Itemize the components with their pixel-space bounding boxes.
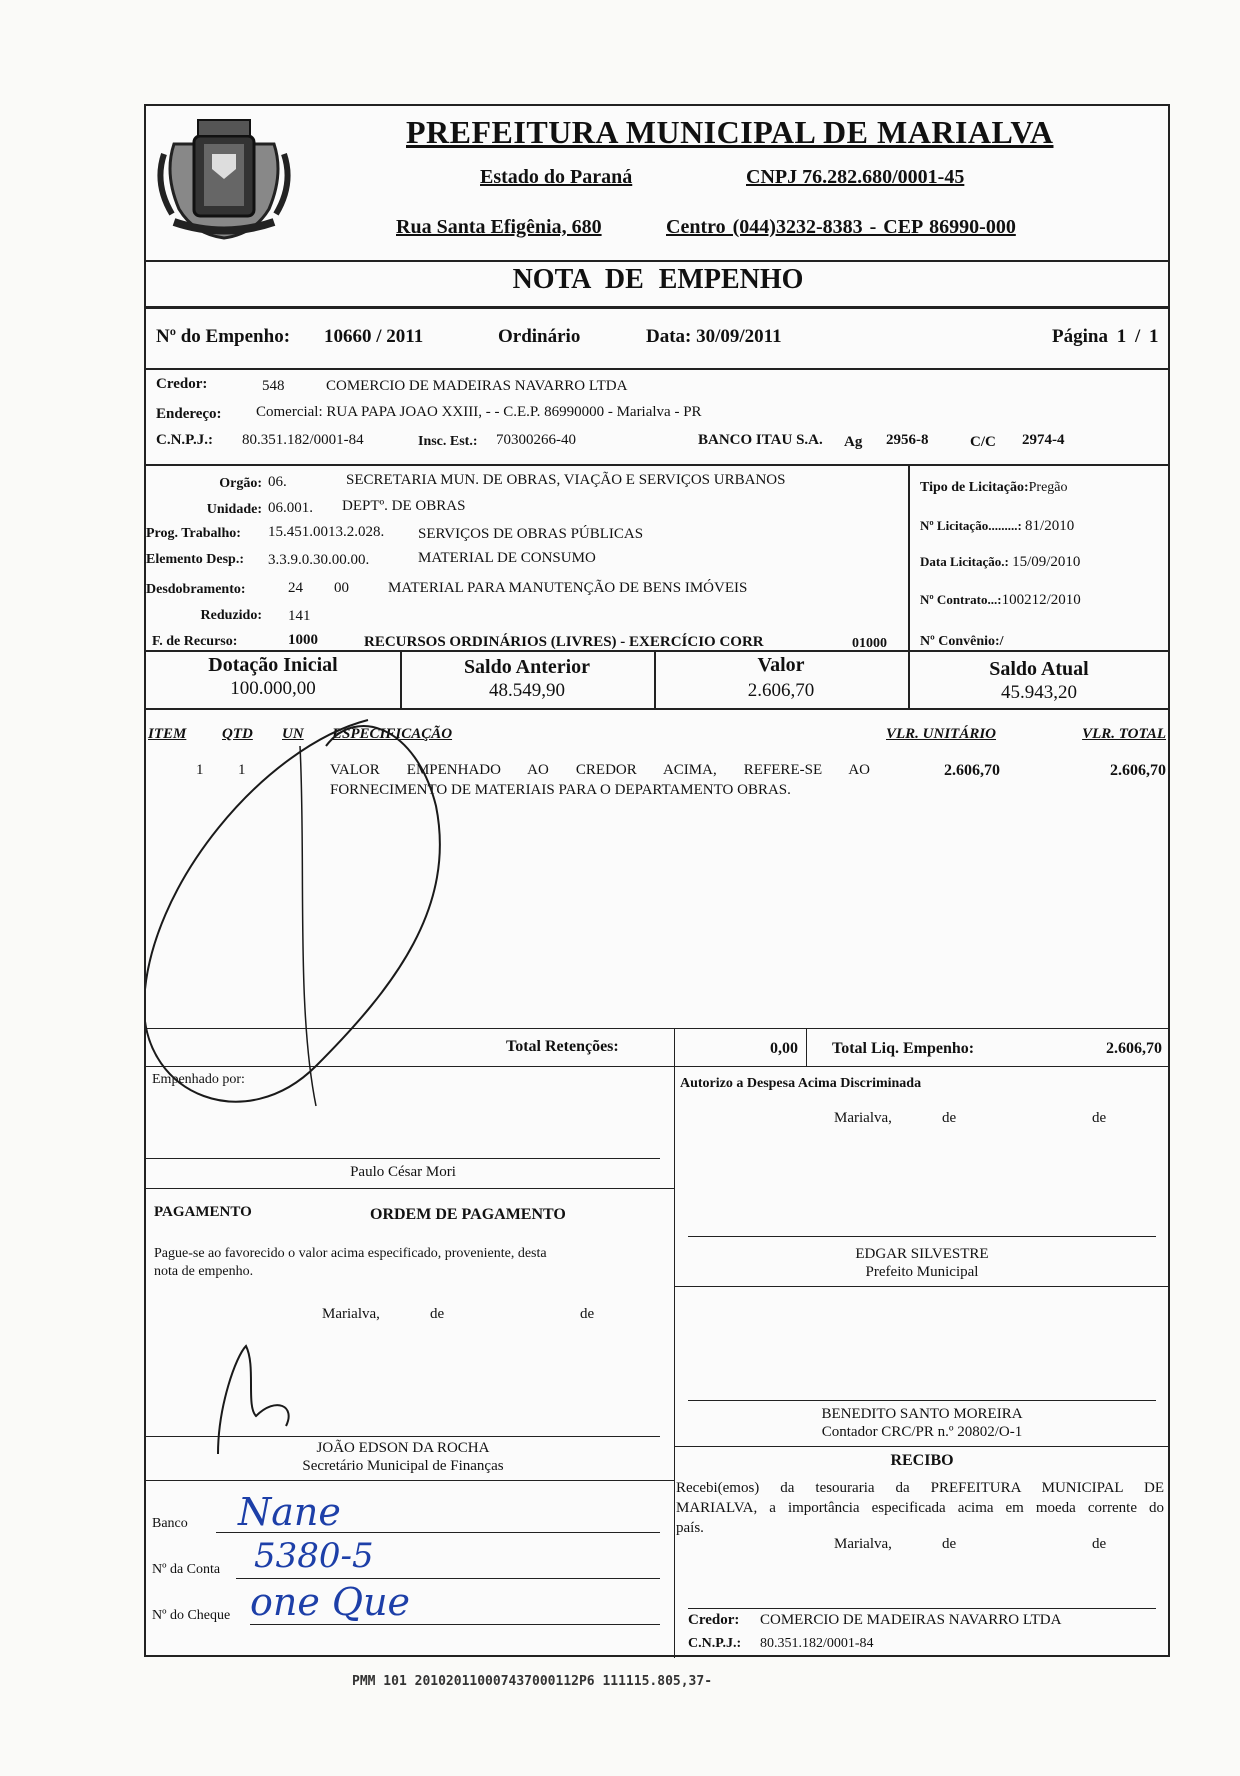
autorizo-de1: de bbox=[942, 1110, 957, 1126]
prog-code: 15.451.0013.2.028. bbox=[268, 524, 385, 540]
total-retencoes-value: 0,00 bbox=[770, 1040, 798, 1057]
handwritten-annotation bbox=[146, 106, 1170, 1659]
orgao-name: SECRETARIA MUN. DE OBRAS, VIAÇÃO E SERVIÇOS URBANOS bbox=[346, 472, 786, 488]
recibo-place: Marialva, bbox=[834, 1536, 892, 1552]
empenho-number: 10660 / 2011 bbox=[324, 326, 424, 347]
empenho-type: Ordinário bbox=[498, 326, 581, 347]
credor-address: Comercial: RUA PAPA JOAO XXIII, - - C.E.P. 86990000 - Marialva - PR bbox=[256, 404, 702, 420]
address-label: Endereço: bbox=[156, 406, 222, 422]
contador-name: BENEDITO SANTO MOREIRA bbox=[821, 1406, 1023, 1422]
empenhado-por-label: Empenhado por: bbox=[152, 1072, 245, 1087]
recibo-de2: de bbox=[1092, 1536, 1107, 1552]
reduzido-label: Reduzido: bbox=[200, 608, 262, 623]
item-spec-line2: FORNECIMENTO DE MATERIAIS PARA O DEPARTAMENTO OBRAS. bbox=[330, 782, 791, 798]
footer-code: PMM 101 201020110007437000112P6 111115.805,37- bbox=[352, 1674, 713, 1689]
credor-cc: 2974-4 bbox=[1022, 432, 1065, 448]
unidade-name: DEPTº. DE OBRAS bbox=[342, 498, 466, 514]
saldo-anterior-value: 48.549,90 bbox=[489, 680, 565, 701]
header-cnpj: CNPJ 76.282.680/0001-45 bbox=[746, 166, 965, 188]
prog-label: Prog. Trabalho: bbox=[146, 526, 241, 541]
header-state: Estado do Paraná bbox=[480, 166, 633, 188]
banco-value: Nane bbox=[238, 1490, 341, 1534]
pagamento-de1: de bbox=[430, 1306, 445, 1322]
recibo-credor-name: COMERCIO DE MADEIRAS NAVARRO LTDA bbox=[760, 1612, 1062, 1628]
recibo-credor-label: Credor: bbox=[688, 1612, 740, 1628]
orgao-label: Orgão: bbox=[219, 476, 262, 491]
licitacao-data-label: Data Licitação.: 15/09/2010 bbox=[920, 554, 1081, 570]
header-address: Rua Santa Efigênia, 680 bbox=[396, 216, 602, 238]
ie-label: Insc. Est.: bbox=[418, 434, 478, 449]
pagamento-text-2: nota de empenho. bbox=[154, 1264, 254, 1279]
elemento-name: MATERIAL DE CONSUMO bbox=[418, 550, 596, 566]
total-liq-value: 2.606,70 bbox=[1106, 1040, 1162, 1057]
fonte-code: 1000 bbox=[288, 632, 318, 648]
ordem-pagamento-title: ORDEM DE PAGAMENTO bbox=[370, 1206, 566, 1223]
unidade-label: Unidade: bbox=[206, 502, 262, 517]
credor-cnpj: 80.351.182/0001-84 bbox=[242, 432, 364, 448]
cheque-value: one Que bbox=[250, 1580, 411, 1624]
fonte-label: F. de Recurso: bbox=[152, 634, 238, 649]
desdobramento-a: 24 bbox=[288, 580, 303, 596]
empenho-number-label: Nº do Empenho: bbox=[156, 326, 291, 347]
cheque-label: Nº do Cheque bbox=[152, 1608, 231, 1623]
licitacao-numero-label: Nº Licitação.........: 81/2010 bbox=[920, 518, 1075, 534]
desdobramento-b: 00 bbox=[334, 580, 349, 596]
recibo-cnpj-label: C.N.P.J.: bbox=[688, 1636, 742, 1651]
licitacao-tipo-label: Tipo de Licitação:Pregão bbox=[920, 480, 1068, 495]
col-vlr-total: VLR. TOTAL bbox=[1082, 726, 1166, 742]
banco-label: Banco bbox=[152, 1516, 188, 1531]
pagamento-text-1: Pague-se ao favorecido o valor acima especificado, proveniente, desta bbox=[154, 1246, 547, 1261]
saldo-atual-value: 45.943,20 bbox=[1001, 682, 1077, 703]
conta-label: Nº da Conta bbox=[152, 1562, 221, 1577]
credor-code: 548 bbox=[262, 378, 285, 394]
valor-value: 2.606,70 bbox=[747, 680, 815, 701]
pagamento-place: Marialva, bbox=[322, 1306, 380, 1322]
pagamento-de2: de bbox=[580, 1306, 595, 1322]
recibo-cnpj: 80.351.182/0001-84 bbox=[760, 1636, 874, 1651]
dotacao-inicial-value: 100.000,00 bbox=[230, 678, 316, 699]
orgao-code: 06. bbox=[268, 474, 287, 490]
col-item: ITEM bbox=[148, 726, 187, 742]
credor-ag: 2956-8 bbox=[886, 432, 929, 448]
unidade-code: 06.001. bbox=[268, 500, 313, 516]
item-vlr-total: 2.606,70 bbox=[1110, 762, 1166, 779]
conta-value: 5380-5 bbox=[254, 1536, 374, 1576]
page-title: PREFEITURA MUNICIPAL DE MARIALVA bbox=[406, 114, 1054, 150]
prog-name: SERVIÇOS DE OBRAS PÚBLICAS bbox=[418, 526, 644, 542]
credor-name: COMERCIO DE MADEIRAS NAVARRO LTDA bbox=[326, 378, 628, 394]
fonte-name: RECURSOS ORDINÁRIOS (LIVRES) - EXERCÍCIO CORR bbox=[364, 634, 764, 650]
ag-label: Ag bbox=[844, 434, 863, 450]
col-un: UN bbox=[282, 726, 304, 742]
valor-label: Valor bbox=[757, 654, 805, 676]
col-qtd: QTD bbox=[222, 726, 253, 742]
contador-role: Contador CRC/PR n.º 20802/O-1 bbox=[821, 1424, 1023, 1440]
autorizo-place: Marialva, bbox=[834, 1110, 892, 1126]
credor-label: Credor: bbox=[156, 376, 208, 392]
secretario-name: JOÃO EDSON DA ROCHA bbox=[316, 1440, 490, 1456]
desdobramento-name: MATERIAL PARA MANUTENÇÃO DE BENS IMÓVEIS bbox=[388, 580, 748, 596]
empenhado-por-name: Paulo César Mori bbox=[350, 1164, 456, 1180]
cnpj-label: C.N.P.J.: bbox=[156, 432, 213, 448]
nota-de-empenho-form bbox=[144, 104, 1170, 1657]
empenho-page: Página 1 / 1 bbox=[1052, 326, 1159, 347]
reduzido-value: 141 bbox=[288, 608, 311, 624]
col-vlr-unitario: VLR. UNITÁRIO bbox=[886, 726, 997, 742]
recibo-text-1: Recebi(emos) da tesouraria da PREFEITURA MUNICIPAL DE bbox=[676, 1480, 1164, 1496]
saldo-atual-label: Saldo Atual bbox=[989, 658, 1089, 680]
autorizo-title: Autorizo a Despesa Acima Discriminada bbox=[680, 1076, 922, 1091]
recibo-title: RECIBO bbox=[890, 1452, 954, 1469]
prefeito-name: EDGAR SILVESTRE bbox=[855, 1246, 989, 1262]
item-qtd: 1 bbox=[238, 762, 246, 778]
contrato-label: Nº Contrato...:100212/2010 bbox=[920, 592, 1081, 608]
credor-ie: 70300266-40 bbox=[496, 432, 576, 448]
convenio-label: Nº Convênio:/ bbox=[920, 634, 1004, 649]
item-vlr-unitario: 2.606,70 bbox=[944, 762, 1000, 779]
saldo-anterior-label: Saldo Anterior bbox=[463, 656, 591, 678]
document-title: NOTA DE EMPENHO bbox=[512, 264, 804, 295]
elemento-code: 3.3.9.0.30.00.00. bbox=[268, 552, 370, 568]
autorizo-de2: de bbox=[1092, 1110, 1107, 1126]
secretario-role: Secretário Municipal de Finanças bbox=[302, 1458, 504, 1474]
col-especificacao: ESPECIFICAÇÃO bbox=[332, 726, 453, 742]
credor-bank: BANCO ITAU S.A. bbox=[698, 432, 823, 448]
desdobramento-label: Desdobramento: bbox=[146, 582, 246, 597]
header-address-contact: Centro (044)3232-8383 - CEP 86990-000 bbox=[666, 216, 1016, 238]
recibo-de1: de bbox=[942, 1536, 957, 1552]
dotacao-inicial-label: Dotação Inicial bbox=[208, 654, 338, 676]
item-spec-line1: VALOR EMPENHADO AO CREDOR ACIMA, REFERE-SE AO bbox=[330, 762, 870, 778]
item-number: 1 bbox=[196, 762, 204, 778]
pagamento-label: PAGAMENTO bbox=[154, 1204, 252, 1220]
empenho-date: Data: 30/09/2011 bbox=[646, 326, 782, 347]
elemento-label: Elemento Desp.: bbox=[146, 552, 244, 567]
cc-label: C/C bbox=[970, 434, 996, 450]
recibo-text-3: país. bbox=[676, 1520, 704, 1536]
total-retencoes-label: Total Retenções: bbox=[506, 1038, 619, 1055]
fonte-number: 01000 bbox=[852, 636, 887, 651]
total-liq-label: Total Liq. Empenho: bbox=[832, 1040, 975, 1057]
recibo-text-2: MARIALVA, a importância especificada acima em moeda corrente do bbox=[676, 1500, 1164, 1516]
prefeito-role: Prefeito Municipal bbox=[865, 1264, 979, 1280]
